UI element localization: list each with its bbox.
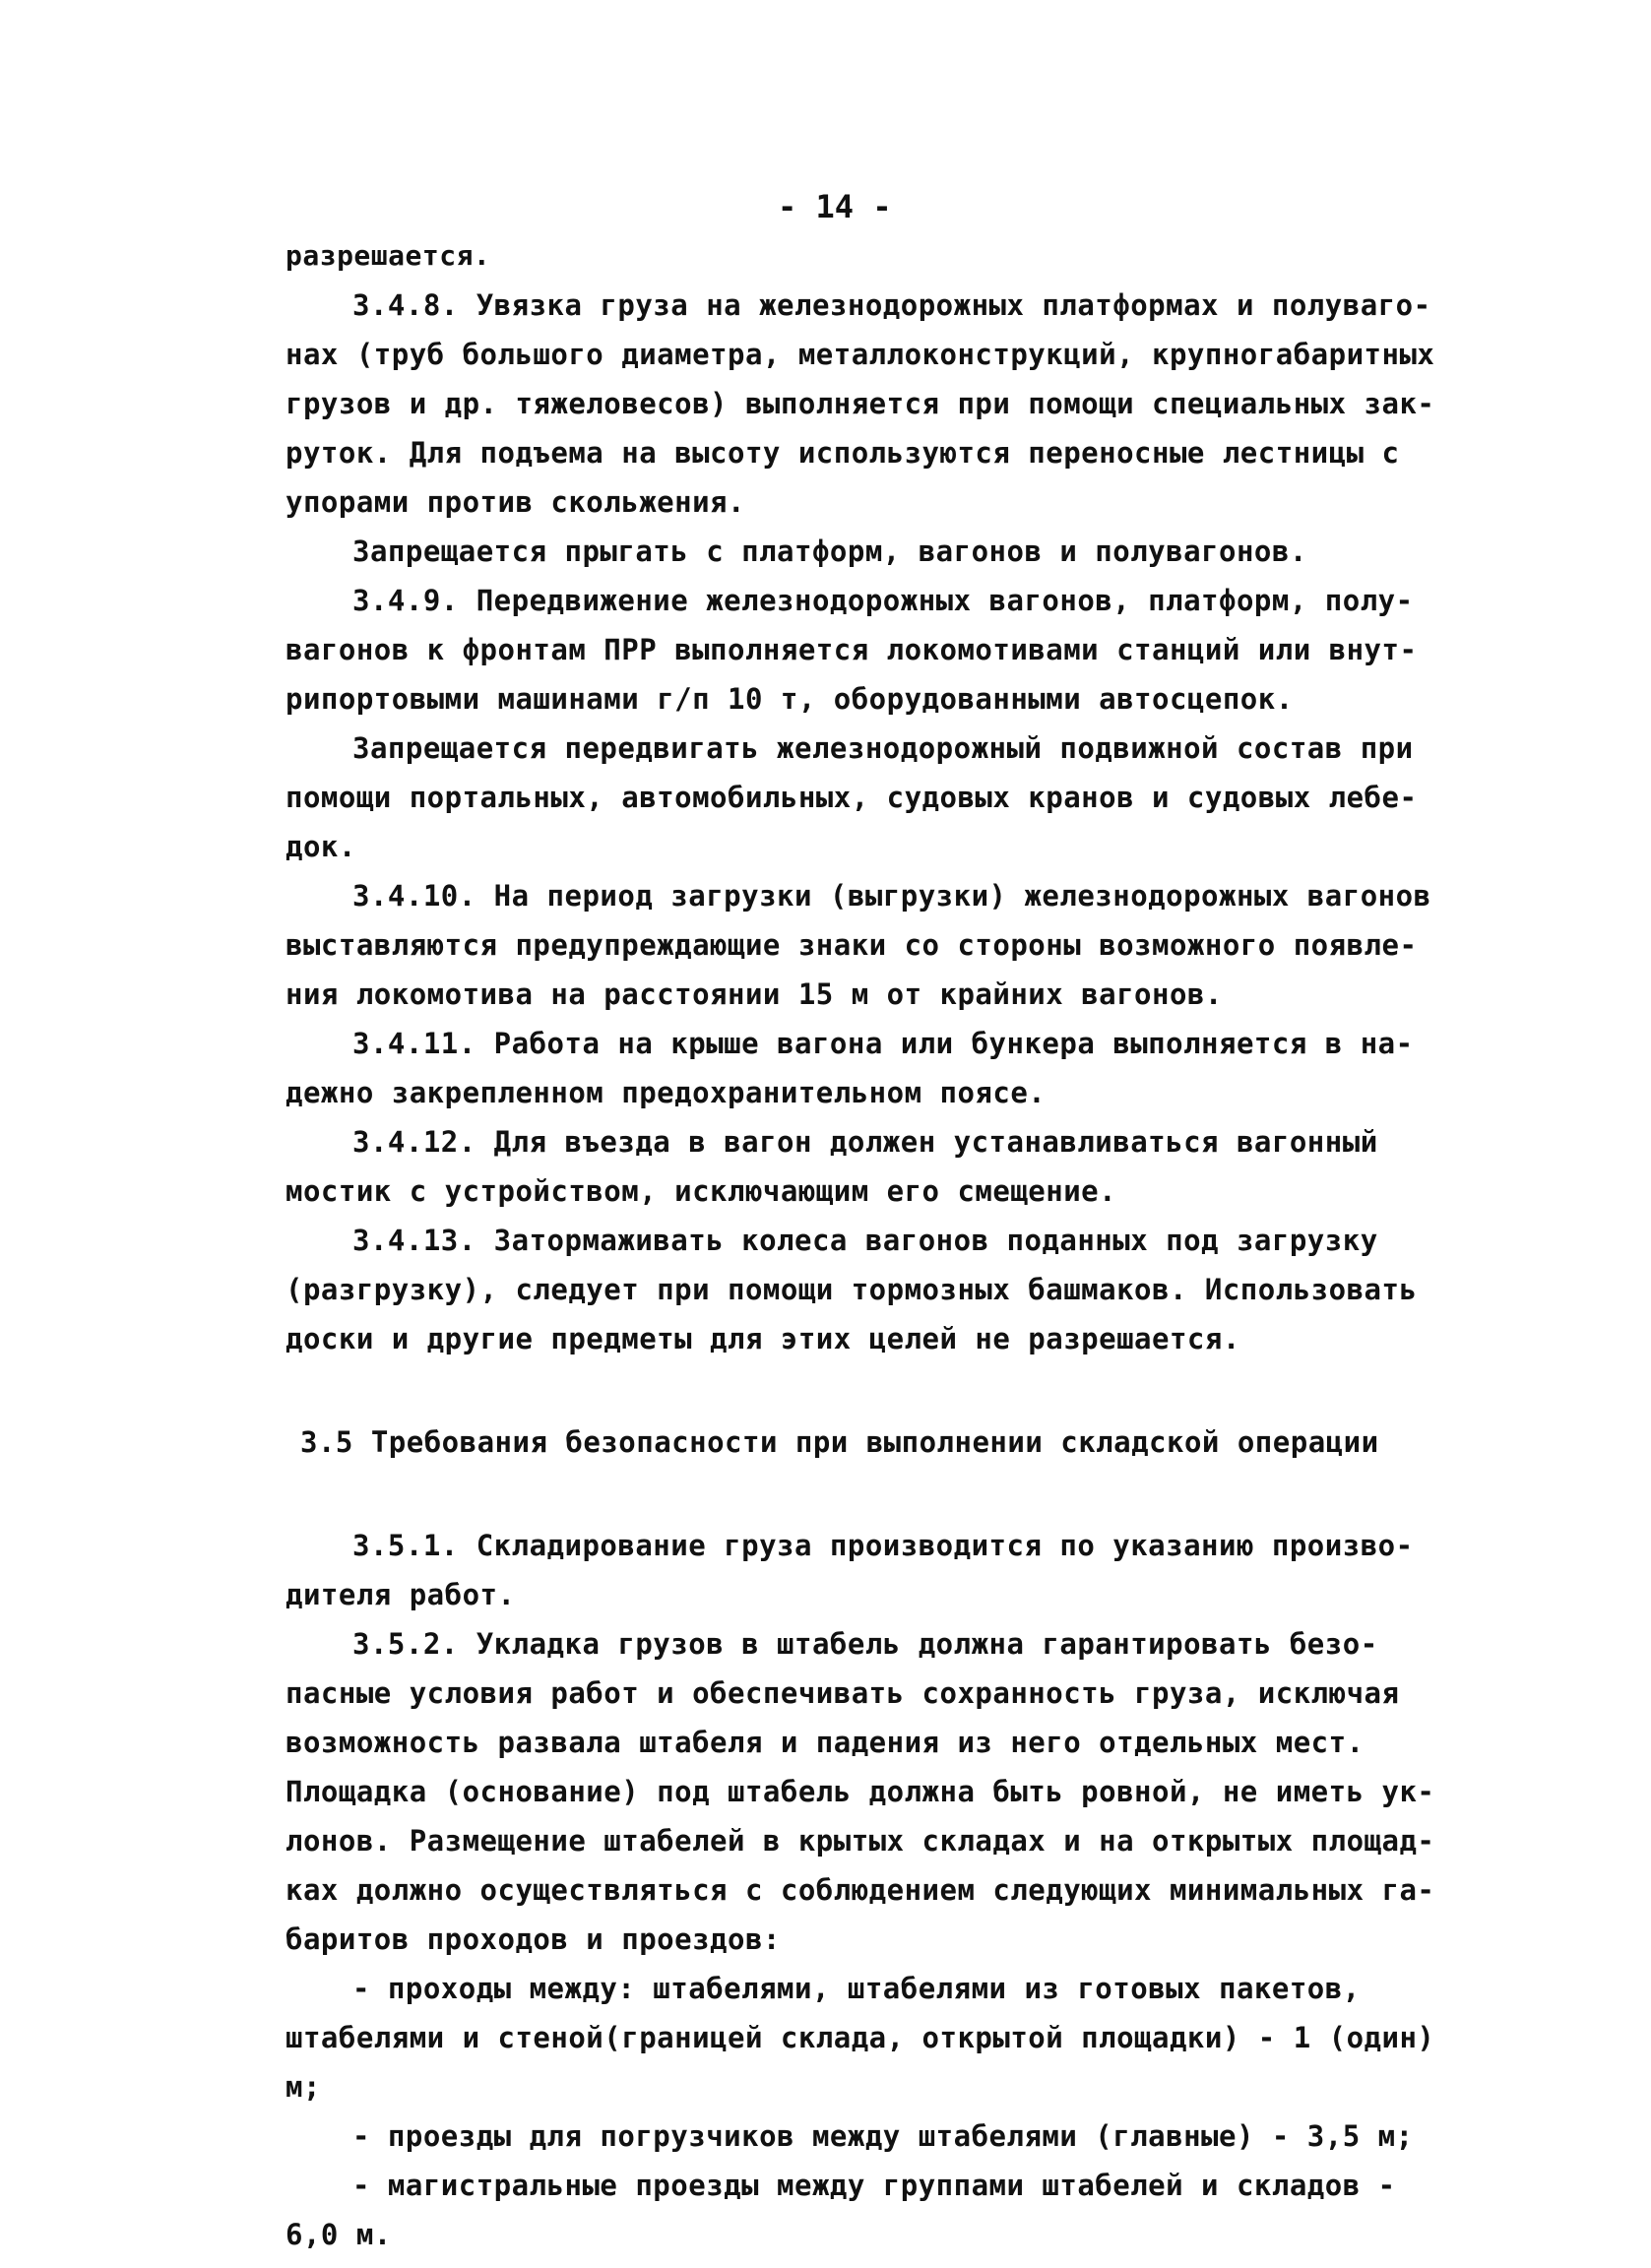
text-line: 6,0 м.: [286, 2218, 392, 2251]
page-number: - 14 -: [778, 188, 892, 225]
text-line: 3.4.10. На период загрузки (выгрузки) железнодорожных вагонов: [352, 879, 1431, 913]
section-heading: 3.5 Требования безопасности при выполнении складской операции: [300, 1425, 1379, 1459]
text-line: лонов. Размещение штабелей в крытых складах и на открытых площад-: [286, 1824, 1435, 1858]
text-line: руток. Для подъема на высоту используются переносные лестницы с: [286, 436, 1400, 470]
text-line: нах (труб большого диаметра, металлоконструкций, крупногабаритных: [286, 338, 1435, 371]
text-line: 3.4.13. Затормаживать колеса вагонов поданных под загрузку: [352, 1224, 1378, 1257]
text-line: штабелями и стеной(границей склада, открытой площадки) - 1 (один): [286, 2021, 1435, 2054]
text-line: Запрещается прыгать с платформ, вагонов и полувагонов.: [352, 535, 1307, 568]
text-line: упорами против скольжения.: [286, 485, 745, 519]
text-line: Площадка (основание) под штабель должна быть ровной, не иметь ук-: [286, 1775, 1435, 1808]
text-line: баритов проходов и проездов:: [286, 1922, 781, 1956]
text-line: 3.5.2. Укладка грузов в штабель должна гарантировать безо-: [352, 1627, 1378, 1661]
text-line: - проходы между: штабелями, штабелями из готовых пакетов,: [352, 1972, 1361, 2005]
text-line: разрешается.: [286, 239, 491, 272]
text-line: - проезды для погрузчиков между штабелями (главные) - 3,5 м;: [352, 2119, 1414, 2153]
text-line: доски и другие предметы для этих целей не разрешается.: [286, 1322, 1240, 1355]
text-line: дежно закрепленном предохранительном поясе.: [286, 1076, 1047, 1109]
text-line: ния локомотива на расстоянии 15 м от крайних вагонов.: [286, 977, 1223, 1011]
text-line: пасные условия работ и обеспечивать сохранность груза, исключая: [286, 1676, 1400, 1710]
text-line: док.: [286, 830, 356, 863]
text-line: 3.4.12. Для въезда в вагон должен устанавливаться вагонный: [352, 1125, 1378, 1159]
text-line: ках должно осуществляться с соблюдением следующих минимальных га-: [286, 1873, 1435, 1907]
text-line: (разгрузку), следует при помощи тормозных башмаков. Использовать: [286, 1273, 1418, 1306]
text-line: - магистральные проезды между группами штабелей и складов -: [352, 2169, 1396, 2202]
text-line: 3.4.11. Работа на крыше вагона или бункера выполняется в на-: [352, 1027, 1414, 1060]
text-line: Запрещается передвигать железнодорожный подвижной состав при: [352, 731, 1414, 765]
text-line: возможность развала штабеля и падения из него отдельных мест.: [286, 1726, 1365, 1759]
text-line: вагонов к фронтам ПРР выполняется локомотивами станций или внут-: [286, 633, 1418, 666]
text-line: 3.5.1. Складирование груза производится по указанию произво-: [352, 1529, 1414, 1562]
text-line: дителя работ.: [286, 1578, 516, 1611]
text-line: м;: [286, 2070, 321, 2104]
text-line: помощи портальных, автомобильных, судовых кранов и судовых лебе-: [286, 781, 1418, 814]
text-line: 3.4.9. Передвижение железнодорожных вагонов, платформ, полу-: [352, 584, 1414, 617]
text-line: мостик с устройством, исключающим его смещение.: [286, 1174, 1117, 1208]
text-line: выставляются предупреждающие знаки со стороны возможного появле-: [286, 928, 1418, 962]
text-line: 3.4.8. Увязка груза на железнодорожных платформах и полуваго-: [352, 288, 1431, 322]
text-line: рипортовыми машинами г/п 10 т, оборудованными автосцепок.: [286, 682, 1294, 716]
text-line: грузов и др. тяжеловесов) выполняется при помощи специальных зак-: [286, 387, 1435, 420]
